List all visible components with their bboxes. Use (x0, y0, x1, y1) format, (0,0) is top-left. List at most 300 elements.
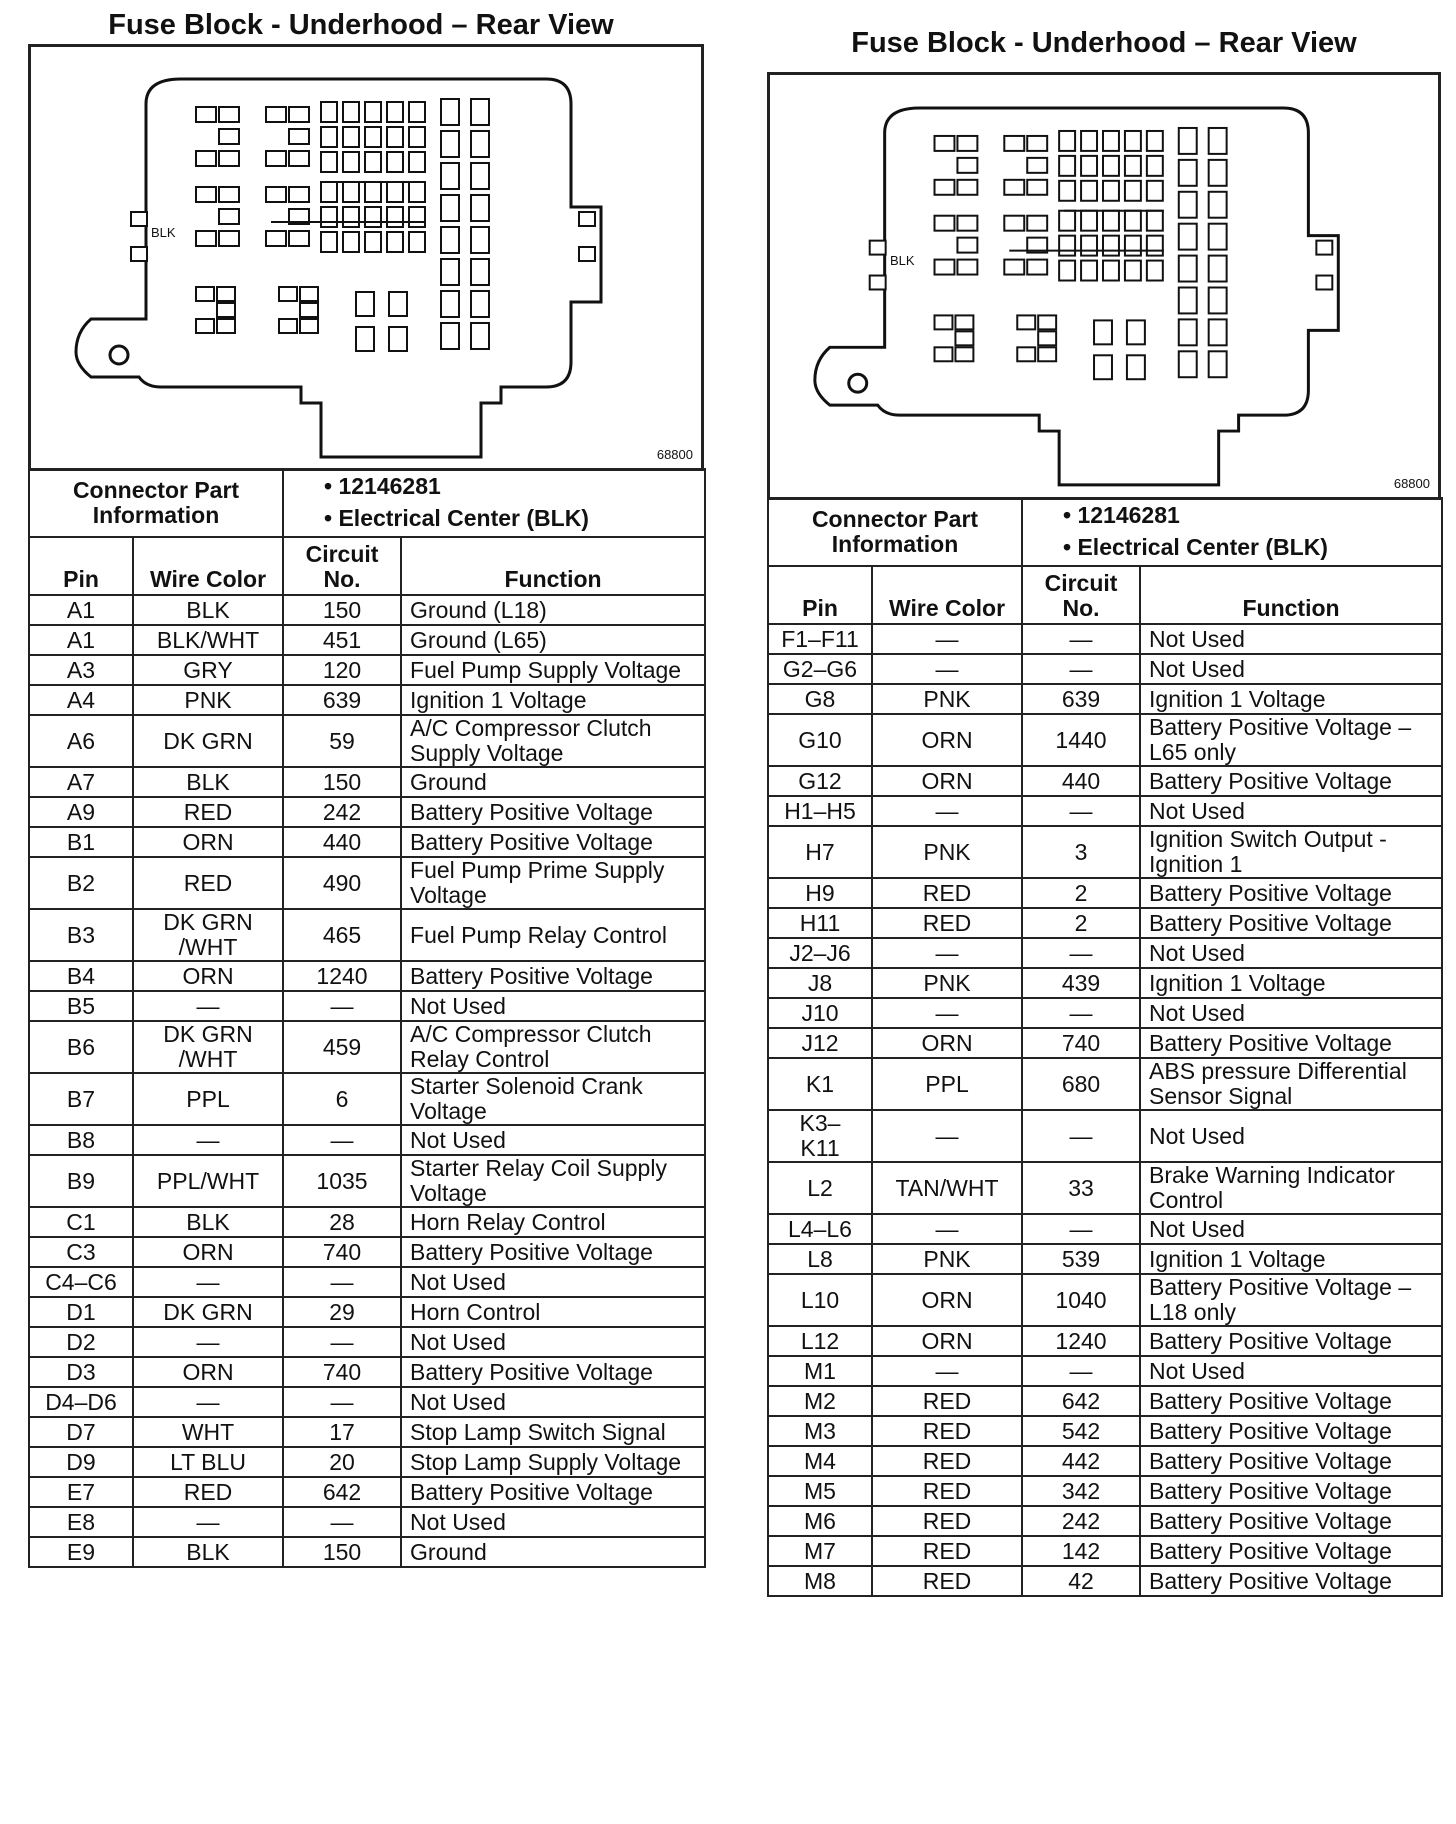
table-row (768, 1356, 1442, 1386)
wire-color-cell: RED (872, 878, 1022, 908)
function-cell: Ignition 1 Voltage (1140, 968, 1442, 998)
circuit-cell: 539 (1022, 1244, 1140, 1274)
pin-cell: D7 (29, 1417, 133, 1447)
function-cell: Not Used (1140, 1214, 1442, 1244)
pin-cell: B8 (29, 1125, 133, 1155)
circuit-cell: 1240 (1022, 1326, 1140, 1356)
function-cell: Ignition Switch Output - Ignition 1 (1140, 826, 1442, 878)
pin-cell: E8 (29, 1507, 133, 1537)
circuit-cell: 451 (283, 625, 401, 655)
pin-cell: A6 (29, 715, 133, 767)
circuit-cell: — (1022, 1356, 1140, 1386)
right-fuse-block-diagram (767, 72, 1441, 500)
wire-color-cell: PPL/WHT (133, 1155, 283, 1207)
fuse-cells (196, 99, 489, 351)
pin-cell: C1 (29, 1207, 133, 1237)
table-row (768, 998, 1442, 1028)
pin-cell: L12 (768, 1326, 872, 1356)
function-cell: Battery Positive Voltage (1140, 878, 1442, 908)
wire-color-cell: PNK (872, 968, 1022, 998)
wire-color-cell: RED (872, 1566, 1022, 1596)
table-row (768, 1536, 1442, 1566)
pin-cell: D3 (29, 1357, 133, 1387)
pin-cell: B4 (29, 961, 133, 991)
pin-cell: L10 (768, 1274, 872, 1326)
pin-cell: B6 (29, 1021, 133, 1073)
circuit-cell: 490 (283, 857, 401, 909)
table-row (768, 714, 1442, 766)
wire-color-cell: — (872, 624, 1022, 654)
function-cell: Ground (L65) (401, 625, 705, 655)
circuit-cell: 150 (283, 1537, 401, 1567)
function-cell: Ignition 1 Voltage (1140, 1244, 1442, 1274)
circuit-cell: — (283, 1387, 401, 1417)
pin-cell: J12 (768, 1028, 872, 1058)
function-cell: Starter Solenoid Crank Voltage (401, 1073, 705, 1125)
circuit-cell: 6 (283, 1073, 401, 1125)
fuse-block-drawing (770, 75, 1438, 497)
pin-cell: B9 (29, 1155, 133, 1207)
table-row (29, 685, 705, 715)
wire-color-cell: ORN (133, 827, 283, 857)
function-cell: A/C Compressor Clutch Supply Voltage (401, 715, 705, 767)
wire-color-cell: RED (133, 857, 283, 909)
circuit-cell: — (1022, 1110, 1140, 1162)
table-row (768, 1386, 1442, 1416)
table-row (29, 767, 705, 797)
pin-cell: A3 (29, 655, 133, 685)
pin-cell: B1 (29, 827, 133, 857)
table-row (768, 624, 1442, 654)
circuit-cell: 2 (1022, 908, 1140, 938)
pin-cell: D2 (29, 1327, 133, 1357)
circuit-cell: 150 (283, 595, 401, 625)
wire-color-cell: PPL (133, 1073, 283, 1125)
wire-color-cell: — (872, 654, 1022, 684)
connector-part-number: • 12146281 (1063, 502, 1180, 528)
pin-cell: B5 (29, 991, 133, 1021)
pin-cell: H1–H5 (768, 796, 872, 826)
circuit-cell: — (283, 1125, 401, 1155)
table-row (768, 796, 1442, 826)
wire-color-cell: ORN (872, 1326, 1022, 1356)
col-circuit-no: Circuit No. (1022, 566, 1140, 624)
circuit-cell: 639 (1022, 684, 1140, 714)
table-row (768, 766, 1442, 796)
circuit-cell: 33 (1022, 1162, 1140, 1214)
pin-cell: A4 (29, 685, 133, 715)
circuit-cell: 3 (1022, 826, 1140, 878)
table-row (768, 1110, 1442, 1162)
circuit-cell: 542 (1022, 1416, 1140, 1446)
wire-color-cell: RED (872, 1446, 1022, 1476)
pin-cell: L4–L6 (768, 1214, 872, 1244)
circuit-cell: 465 (283, 909, 401, 961)
function-cell: Fuel Pump Supply Voltage (401, 655, 705, 685)
left-pin-table (28, 468, 706, 1568)
pin-cell: J2–J6 (768, 938, 872, 968)
table-row (29, 715, 705, 767)
pin-cell: M7 (768, 1536, 872, 1566)
pin-cell: C3 (29, 1237, 133, 1267)
function-cell: Not Used (401, 1267, 705, 1297)
table-row (768, 1274, 1442, 1326)
col-pin: Pin (768, 566, 872, 624)
circuit-cell: 442 (1022, 1446, 1140, 1476)
table-row (29, 1021, 705, 1073)
wire-color-cell: PNK (133, 685, 283, 715)
circuit-cell: — (1022, 998, 1140, 1028)
circuit-cell: 439 (1022, 968, 1140, 998)
connector-info-label: Connector Part Information (768, 498, 1022, 566)
table-row (768, 826, 1442, 878)
function-cell: Battery Positive Voltage (1140, 766, 1442, 796)
figure-number: 68800 (1393, 476, 1430, 491)
wire-color-cell: PPL (872, 1058, 1022, 1110)
pin-cell: G8 (768, 684, 872, 714)
circuit-cell: 440 (1022, 766, 1140, 796)
circuit-cell: 20 (283, 1447, 401, 1477)
wire-color-cell: — (133, 1387, 283, 1417)
pin-cell: K3– K11 (768, 1110, 872, 1162)
function-cell: Battery Positive Voltage (1140, 1536, 1442, 1566)
table-row (768, 1446, 1442, 1476)
circuit-cell: 42 (1022, 1566, 1140, 1596)
function-cell: Battery Positive Voltage (1140, 1416, 1442, 1446)
wire-color-cell: DK GRN /WHT (133, 1021, 283, 1073)
function-cell: Battery Positive Voltage (401, 797, 705, 827)
circuit-cell: 59 (283, 715, 401, 767)
pin-cell: K1 (768, 1058, 872, 1110)
table-row (29, 1387, 705, 1417)
circuit-cell: — (1022, 624, 1140, 654)
table-row (29, 1267, 705, 1297)
function-cell: Not Used (1140, 654, 1442, 684)
table-row (29, 1327, 705, 1357)
circuit-cell: 1035 (283, 1155, 401, 1207)
pin-cell: G10 (768, 714, 872, 766)
wire-color-cell: RED (133, 797, 283, 827)
pin-cell: M8 (768, 1566, 872, 1596)
function-cell: Stop Lamp Supply Voltage (401, 1447, 705, 1477)
function-cell: Fuel Pump Relay Control (401, 909, 705, 961)
function-cell: Not Used (1140, 938, 1442, 968)
col-wire-color: Wire Color (133, 537, 283, 595)
wire-color-cell: WHT (133, 1417, 283, 1447)
blk-label: BLK (890, 253, 915, 268)
pin-cell: B2 (29, 857, 133, 909)
function-cell: Horn Control (401, 1297, 705, 1327)
pin-cell: D4–D6 (29, 1387, 133, 1417)
function-cell: Battery Positive Voltage (1140, 1476, 1442, 1506)
right-title: Fuse Block - Underhood – Rear View (851, 27, 1357, 59)
pin-cell: H11 (768, 908, 872, 938)
wire-color-cell: — (872, 796, 1022, 826)
function-cell: Fuel Pump Prime Supply Voltage (401, 857, 705, 909)
wire-color-cell: RED (872, 1386, 1022, 1416)
wire-color-cell: ORN (872, 714, 1022, 766)
pin-cell: B7 (29, 1073, 133, 1125)
circuit-cell: 1440 (1022, 714, 1140, 766)
pin-cell: A9 (29, 797, 133, 827)
table-row (768, 1416, 1442, 1446)
table-row (29, 1073, 705, 1125)
wire-color-cell: — (133, 991, 283, 1021)
function-cell: Battery Positive Voltage (401, 827, 705, 857)
table-row (29, 595, 705, 625)
pin-cell: M6 (768, 1506, 872, 1536)
table-row (768, 878, 1442, 908)
function-cell: Battery Positive Voltage (401, 961, 705, 991)
pin-cell: M3 (768, 1416, 872, 1446)
circuit-cell: — (1022, 938, 1140, 968)
wire-color-cell: BLK (133, 1207, 283, 1237)
table-row (768, 1028, 1442, 1058)
function-cell: Stop Lamp Switch Signal (401, 1417, 705, 1447)
pin-cell: A1 (29, 595, 133, 625)
wire-color-cell: PNK (872, 826, 1022, 878)
function-cell: Battery Positive Voltage (401, 1237, 705, 1267)
wire-color-cell: RED (872, 1416, 1022, 1446)
wire-color-cell: RED (872, 1476, 1022, 1506)
table-row (29, 1477, 705, 1507)
circuit-cell: 242 (283, 797, 401, 827)
wire-color-cell: DK GRN /WHT (133, 909, 283, 961)
table-row (29, 1417, 705, 1447)
circuit-cell: 17 (283, 1417, 401, 1447)
circuit-cell: — (283, 1507, 401, 1537)
table-row (29, 991, 705, 1021)
function-cell: Battery Positive Voltage – L18 only (1140, 1274, 1442, 1326)
table-row (29, 1207, 705, 1237)
table-row (29, 961, 705, 991)
function-cell: Battery Positive Voltage (1140, 1386, 1442, 1416)
figure-number: 68800 (656, 447, 693, 462)
table-row (768, 1214, 1442, 1244)
wire-color-cell: — (133, 1507, 283, 1537)
wire-color-cell: ORN (872, 1028, 1022, 1058)
table-row (29, 1537, 705, 1567)
circuit-cell: 740 (1022, 1028, 1140, 1058)
function-cell: Ground (L18) (401, 595, 705, 625)
connector-info-values (1022, 498, 1442, 566)
circuit-cell: 642 (1022, 1386, 1140, 1416)
pin-cell: A7 (29, 767, 133, 797)
wire-color-cell: RED (872, 1506, 1022, 1536)
wire-color-cell: RED (872, 908, 1022, 938)
function-cell: Battery Positive Voltage (1140, 1446, 1442, 1476)
wire-color-cell: PNK (872, 684, 1022, 714)
wire-color-cell: DK GRN (133, 1297, 283, 1327)
function-cell: Battery Positive Voltage (401, 1357, 705, 1387)
pin-cell: M5 (768, 1476, 872, 1506)
table-row (768, 1566, 1442, 1596)
left-panel (28, 0, 704, 1568)
pin-cell: M2 (768, 1386, 872, 1416)
wire-color-cell: — (872, 998, 1022, 1028)
circuit-cell: 1240 (283, 961, 401, 991)
circuit-cell: 28 (283, 1207, 401, 1237)
table-row (768, 654, 1442, 684)
pin-cell: B3 (29, 909, 133, 961)
wire-color-cell: BLK (133, 767, 283, 797)
table-row (768, 1058, 1442, 1110)
wire-color-cell: ORN (133, 1357, 283, 1387)
circuit-cell: 242 (1022, 1506, 1140, 1536)
pin-cell: J10 (768, 998, 872, 1028)
wire-color-cell: — (133, 1267, 283, 1297)
table-row (768, 1326, 1442, 1356)
col-function: Function (401, 537, 705, 595)
wire-color-cell: BLK/WHT (133, 625, 283, 655)
circuit-cell: 642 (283, 1477, 401, 1507)
pin-cell: G12 (768, 766, 872, 796)
wire-color-cell: — (872, 1110, 1022, 1162)
function-cell: Not Used (401, 991, 705, 1021)
col-function: Function (1140, 566, 1442, 624)
wire-color-cell: ORN (133, 961, 283, 991)
pin-cell: H7 (768, 826, 872, 878)
pin-cell: D9 (29, 1447, 133, 1477)
circuit-cell: 150 (283, 767, 401, 797)
wire-color-cell: DK GRN (133, 715, 283, 767)
function-cell: Battery Positive Voltage (1140, 1028, 1442, 1058)
table-row (768, 968, 1442, 998)
function-cell: Ground (401, 1537, 705, 1567)
col-wire-color: Wire Color (872, 566, 1022, 624)
function-cell: Not Used (1140, 998, 1442, 1028)
connector-info-label: Connector Part Information (29, 469, 283, 537)
fuse-block-outline (76, 79, 601, 457)
table-row (29, 1447, 705, 1477)
wire-color-cell: PNK (872, 1244, 1022, 1274)
pin-cell: M4 (768, 1446, 872, 1476)
function-cell: ABS pressure Differential Sensor Signal (1140, 1058, 1442, 1110)
table-row (29, 797, 705, 827)
table-row (29, 909, 705, 961)
wire-color-cell: — (872, 1214, 1022, 1244)
table-row (768, 938, 1442, 968)
circuit-cell: 1040 (1022, 1274, 1140, 1326)
circuit-cell: 142 (1022, 1536, 1140, 1566)
pin-cell: A1 (29, 625, 133, 655)
fuse-cells (935, 128, 1227, 379)
table-row (768, 1476, 1442, 1506)
function-cell: Battery Positive Voltage – L65 only (1140, 714, 1442, 766)
connector-part-number: • 12146281 (324, 473, 441, 499)
circuit-cell: — (1022, 1214, 1140, 1244)
function-cell: Battery Positive Voltage (1140, 1566, 1442, 1596)
connector-name: • Electrical Center (BLK) (324, 505, 589, 531)
wire-color-cell: — (133, 1125, 283, 1155)
left-title: Fuse Block - Underhood – Rear View (108, 9, 614, 41)
table-row (29, 827, 705, 857)
table-row (29, 1507, 705, 1537)
fuse-block-drawing (31, 47, 701, 468)
table-row (29, 625, 705, 655)
pin-cell: M1 (768, 1356, 872, 1386)
wire-color-cell: — (872, 938, 1022, 968)
function-cell: Brake Warning Indicator Control (1140, 1162, 1442, 1214)
function-cell: Ignition 1 Voltage (1140, 684, 1442, 714)
wire-color-cell: — (133, 1327, 283, 1357)
table-row (29, 1155, 705, 1207)
table-row (29, 1357, 705, 1387)
pin-cell: E7 (29, 1477, 133, 1507)
blk-label: BLK (151, 225, 176, 240)
table-row (29, 1297, 705, 1327)
circuit-cell: 639 (283, 685, 401, 715)
connector-name: • Electrical Center (BLK) (1063, 534, 1328, 560)
pin-cell: C4–C6 (29, 1267, 133, 1297)
right-pin-table (767, 497, 1443, 1597)
function-cell: Battery Positive Voltage (401, 1477, 705, 1507)
table-row (768, 684, 1442, 714)
function-cell: Battery Positive Voltage (1140, 908, 1442, 938)
function-cell: Horn Relay Control (401, 1207, 705, 1237)
circuit-cell: — (1022, 796, 1140, 826)
function-cell: Not Used (401, 1387, 705, 1417)
wire-color-cell: LT BLU (133, 1447, 283, 1477)
function-cell: Battery Positive Voltage (1140, 1506, 1442, 1536)
pin-cell: J8 (768, 968, 872, 998)
function-cell: Battery Positive Voltage (1140, 1326, 1442, 1356)
wire-color-cell: RED (872, 1536, 1022, 1566)
circuit-cell: 459 (283, 1021, 401, 1073)
pin-cell: F1–F11 (768, 624, 872, 654)
wire-color-cell: BLK (133, 1537, 283, 1567)
table-row (29, 655, 705, 685)
circuit-cell: — (1022, 654, 1140, 684)
circuit-cell: — (283, 1267, 401, 1297)
table-row (29, 1237, 705, 1267)
wire-color-cell: ORN (133, 1237, 283, 1267)
table-row (29, 1125, 705, 1155)
left-fuse-block-diagram (28, 44, 704, 471)
function-cell: Not Used (401, 1327, 705, 1357)
table-row (768, 908, 1442, 938)
circuit-cell: 2 (1022, 878, 1140, 908)
pin-cell: E9 (29, 1537, 133, 1567)
pin-cell: G2–G6 (768, 654, 872, 684)
function-cell: Not Used (1140, 796, 1442, 826)
wire-color-cell: TAN/WHT (872, 1162, 1022, 1214)
circuit-cell: — (283, 991, 401, 1021)
fuse-block-outline (815, 108, 1338, 485)
wire-color-cell: GRY (133, 655, 283, 685)
function-cell: A/C Compressor Clutch Relay Control (401, 1021, 705, 1073)
pin-cell: L2 (768, 1162, 872, 1214)
circuit-cell: 440 (283, 827, 401, 857)
wire-color-cell: BLK (133, 595, 283, 625)
circuit-cell: — (283, 1327, 401, 1357)
circuit-cell: 342 (1022, 1476, 1140, 1506)
function-cell: Not Used (1140, 1356, 1442, 1386)
wire-color-cell: — (872, 1356, 1022, 1386)
table-row (768, 1506, 1442, 1536)
pin-cell: D1 (29, 1297, 133, 1327)
pin-cell: L8 (768, 1244, 872, 1274)
function-cell: Not Used (1140, 1110, 1442, 1162)
table-row (29, 857, 705, 909)
connector-info-values (283, 469, 705, 537)
function-cell: Not Used (401, 1507, 705, 1537)
wire-color-cell: RED (133, 1477, 283, 1507)
function-cell: Starter Relay Coil Supply Voltage (401, 1155, 705, 1207)
right-panel (767, 20, 1441, 1597)
pin-cell: H9 (768, 878, 872, 908)
circuit-cell: 740 (283, 1357, 401, 1387)
